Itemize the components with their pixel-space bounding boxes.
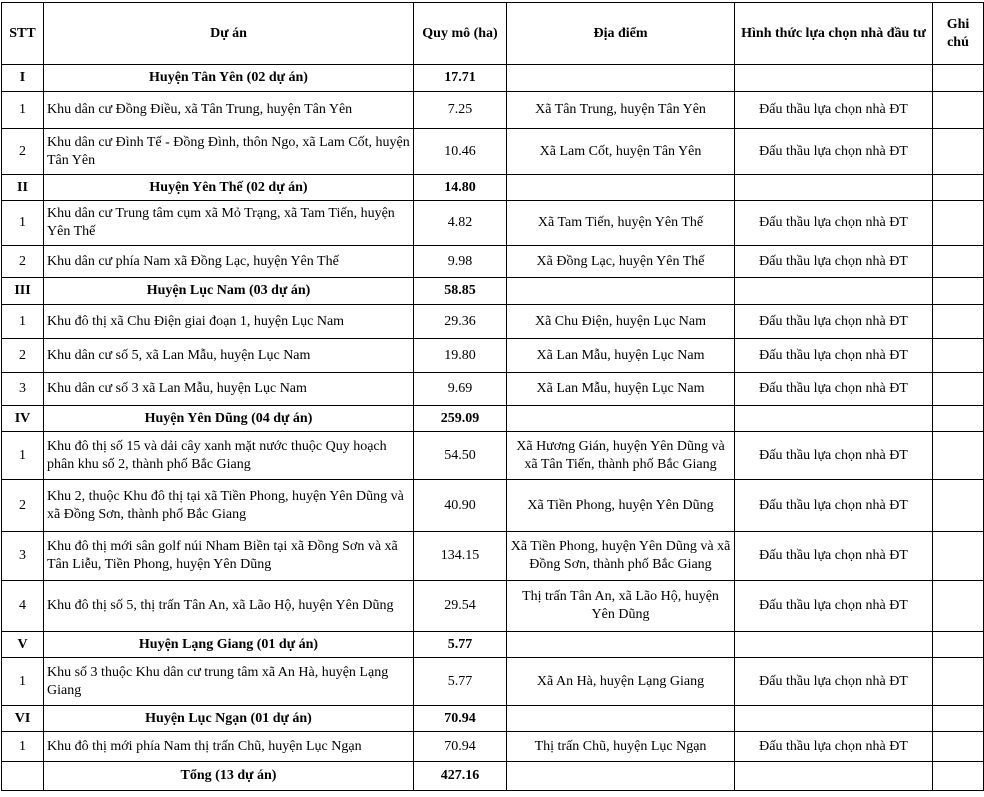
header-row: [2, 3, 984, 65]
row-location: Thị trấn Tân An, xã Lão Hộ, huyện Yên Dũng: [507, 581, 735, 632]
row-location: Xã An Hà, huyện Lạng Giang: [507, 658, 735, 706]
row-note: [933, 201, 984, 246]
row-location: Xã Đồng Lạc, huyện Yên Thế: [507, 246, 735, 278]
group-stt: III: [2, 278, 44, 305]
total-label: Tổng (13 dự án): [44, 762, 414, 791]
row-note: [933, 305, 984, 339]
header-method: Hình thức lựa chọn nhà đầu tư: [735, 3, 933, 65]
header-location: Địa điểm: [507, 3, 735, 65]
row-method: Đấu thầu lựa chọn nhà ĐT: [735, 532, 933, 581]
row-method: Đấu thầu lựa chọn nhà ĐT: [735, 373, 933, 406]
table-row: [2, 129, 984, 175]
row-stt: 1: [2, 732, 44, 762]
table-row: [2, 339, 984, 373]
group-total: 14.80: [414, 175, 507, 201]
row-location: Xã Hương Gián, huyện Yên Dũng và xã Tân Tiến, thành phố Bắc Giang: [507, 432, 735, 480]
group-row: [2, 65, 984, 92]
row-project: Khu đô thị xã Chu Điện giai đoạn 1, huyện Lục Nam: [44, 305, 414, 339]
row-method: Đấu thầu lựa chọn nhà ĐT: [735, 732, 933, 762]
table-row: [2, 658, 984, 706]
row-note: [933, 532, 984, 581]
row-project: Khu đô thị mới sân golf núi Nham Biền tại xã Đồng Sơn và xã Tân Liễu, Tiền Phong, huyện Yên Dũng: [44, 532, 414, 581]
row-location: Xã Lan Mẫu, huyện Lục Nam: [507, 373, 735, 406]
table-row: [2, 201, 984, 246]
row-scale: 19.80: [414, 339, 507, 373]
row-scale: 54.50: [414, 432, 507, 480]
row-project: Khu đô thị số 5, thị trấn Tân An, xã Lão Hộ, huyện Yên Dũng: [44, 581, 414, 632]
group-stt: I: [2, 65, 44, 92]
group-row: [2, 406, 984, 432]
table-row: [2, 732, 984, 762]
row-note: [933, 432, 984, 480]
table-row: [2, 92, 984, 129]
header-scale: Quy mô (ha): [414, 3, 507, 65]
row-note: [933, 658, 984, 706]
row-note: [933, 92, 984, 129]
row-stt: 1: [2, 92, 44, 129]
row-scale: 29.54: [414, 581, 507, 632]
row-method: Đấu thầu lựa chọn nhà ĐT: [735, 129, 933, 175]
row-stt: 4: [2, 581, 44, 632]
row-scale: 9.98: [414, 246, 507, 278]
group-total: 5.77: [414, 632, 507, 658]
row-location: Xã Chu Điện, huyện Lục Nam: [507, 305, 735, 339]
row-scale: 70.94: [414, 732, 507, 762]
table-row: [2, 581, 984, 632]
row-scale: 134.15: [414, 532, 507, 581]
group-stt: IV: [2, 406, 44, 432]
group-name: Huyện Tân Yên (02 dự án): [44, 65, 414, 92]
row-scale: 29.36: [414, 305, 507, 339]
row-scale: 4.82: [414, 201, 507, 246]
table-row: [2, 246, 984, 278]
row-note: [933, 373, 984, 406]
row-scale: 40.90: [414, 480, 507, 532]
row-note: [933, 246, 984, 278]
row-note: [933, 129, 984, 175]
group-total: 70.94: [414, 706, 507, 732]
row-project: Khu dân cư số 3 xã Lan Mẫu, huyện Lục Nam: [44, 373, 414, 406]
table-row: [2, 432, 984, 480]
row-project: Khu dân cư Đình Tế - Đồng Đình, thôn Ngo, xã Lam Cốt, huyện Tân Yên: [44, 129, 414, 175]
group-total: 58.85: [414, 278, 507, 305]
group-name: Huyện Yên Dũng (04 dự án): [44, 406, 414, 432]
row-note: [933, 480, 984, 532]
header-stt: STT: [2, 3, 44, 65]
row-project: Khu số 3 thuộc Khu dân cư trung tâm xã An Hà, huyện Lạng Giang: [44, 658, 414, 706]
group-row: [2, 632, 984, 658]
row-scale: 10.46: [414, 129, 507, 175]
row-method: Đấu thầu lựa chọn nhà ĐT: [735, 658, 933, 706]
table-row: [2, 480, 984, 532]
row-stt: 2: [2, 480, 44, 532]
row-method: Đấu thầu lựa chọn nhà ĐT: [735, 246, 933, 278]
row-method: Đấu thầu lựa chọn nhà ĐT: [735, 339, 933, 373]
row-method: Đấu thầu lựa chọn nhà ĐT: [735, 480, 933, 532]
row-stt: 2: [2, 129, 44, 175]
row-project: Khu dân cư phía Nam xã Đồng Lạc, huyện Yên Thế: [44, 246, 414, 278]
row-note: [933, 732, 984, 762]
row-method: Đấu thầu lựa chọn nhà ĐT: [735, 581, 933, 632]
row-project: Khu dân cư Trung tâm cụm xã Mỏ Trạng, xã Tam Tiến, huyện Yên Thế: [44, 201, 414, 246]
row-location: Xã Tam Tiến, huyện Yên Thế: [507, 201, 735, 246]
group-row: [2, 706, 984, 732]
group-name: Huyện Lục Ngạn (01 dự án): [44, 706, 414, 732]
row-stt: 1: [2, 658, 44, 706]
table-row: [2, 305, 984, 339]
row-method: Đấu thầu lựa chọn nhà ĐT: [735, 92, 933, 129]
group-stt: V: [2, 632, 44, 658]
table-row: [2, 373, 984, 406]
row-project: Khu 2, thuộc Khu đô thị tại xã Tiền Phong, huyện Yên Dũng và xã Đồng Sơn, thành phố Bắc Giang: [44, 480, 414, 532]
total-value: 427.16: [414, 762, 507, 791]
row-stt: 2: [2, 246, 44, 278]
row-project: Khu dân cư số 5, xã Lan Mẫu, huyện Lục Nam: [44, 339, 414, 373]
row-stt: 1: [2, 305, 44, 339]
group-name: Huyện Yên Thế (02 dự án): [44, 175, 414, 201]
row-location: Xã Tân Trung, huyện Tân Yên: [507, 92, 735, 129]
row-location: Xã Tiền Phong, huyện Yên Dũng và xã Đồng Sơn, thành phố Bắc Giang: [507, 532, 735, 581]
group-name: Huyện Lạng Giang (01 dự án): [44, 632, 414, 658]
header-project: Dự án: [44, 3, 414, 65]
row-method: Đấu thầu lựa chọn nhà ĐT: [735, 201, 933, 246]
group-stt: II: [2, 175, 44, 201]
row-stt: 1: [2, 201, 44, 246]
row-method: Đấu thầu lựa chọn nhà ĐT: [735, 432, 933, 480]
group-name: Huyện Lục Nam (03 dự án): [44, 278, 414, 305]
row-scale: 7.25: [414, 92, 507, 129]
row-project: Khu dân cư Đồng Điều, xã Tân Trung, huyện Tân Yên: [44, 92, 414, 129]
group-total: 259.09: [414, 406, 507, 432]
group-stt: VI: [2, 706, 44, 732]
row-stt: 1: [2, 432, 44, 480]
projects-table: [1, 2, 984, 791]
row-stt: 3: [2, 532, 44, 581]
table-row: [2, 532, 984, 581]
row-stt: 3: [2, 373, 44, 406]
row-note: [933, 581, 984, 632]
row-scale: 5.77: [414, 658, 507, 706]
row-stt: 2: [2, 339, 44, 373]
total-row: [2, 762, 984, 791]
row-method: Đấu thầu lựa chọn nhà ĐT: [735, 305, 933, 339]
row-note: [933, 339, 984, 373]
row-scale: 9.69: [414, 373, 507, 406]
row-location: Xã Lam Cốt, huyện Tân Yên: [507, 129, 735, 175]
row-project: Khu đô thị mới phía Nam thị trấn Chũ, huyện Lục Ngạn: [44, 732, 414, 762]
group-row: [2, 278, 984, 305]
row-location: Xã Tiền Phong, huyện Yên Dũng: [507, 480, 735, 532]
row-project: Khu đô thị số 15 và dải cây xanh mặt nước thuộc Quy hoạch phân khu số 2, thành phố Bắc Giang: [44, 432, 414, 480]
row-location: Xã Lan Mẫu, huyện Lục Nam: [507, 339, 735, 373]
header-note: Ghi chú: [933, 3, 984, 65]
group-total: 17.71: [414, 65, 507, 92]
row-location: Thị trấn Chũ, huyện Lục Ngạn: [507, 732, 735, 762]
group-row: [2, 175, 984, 201]
